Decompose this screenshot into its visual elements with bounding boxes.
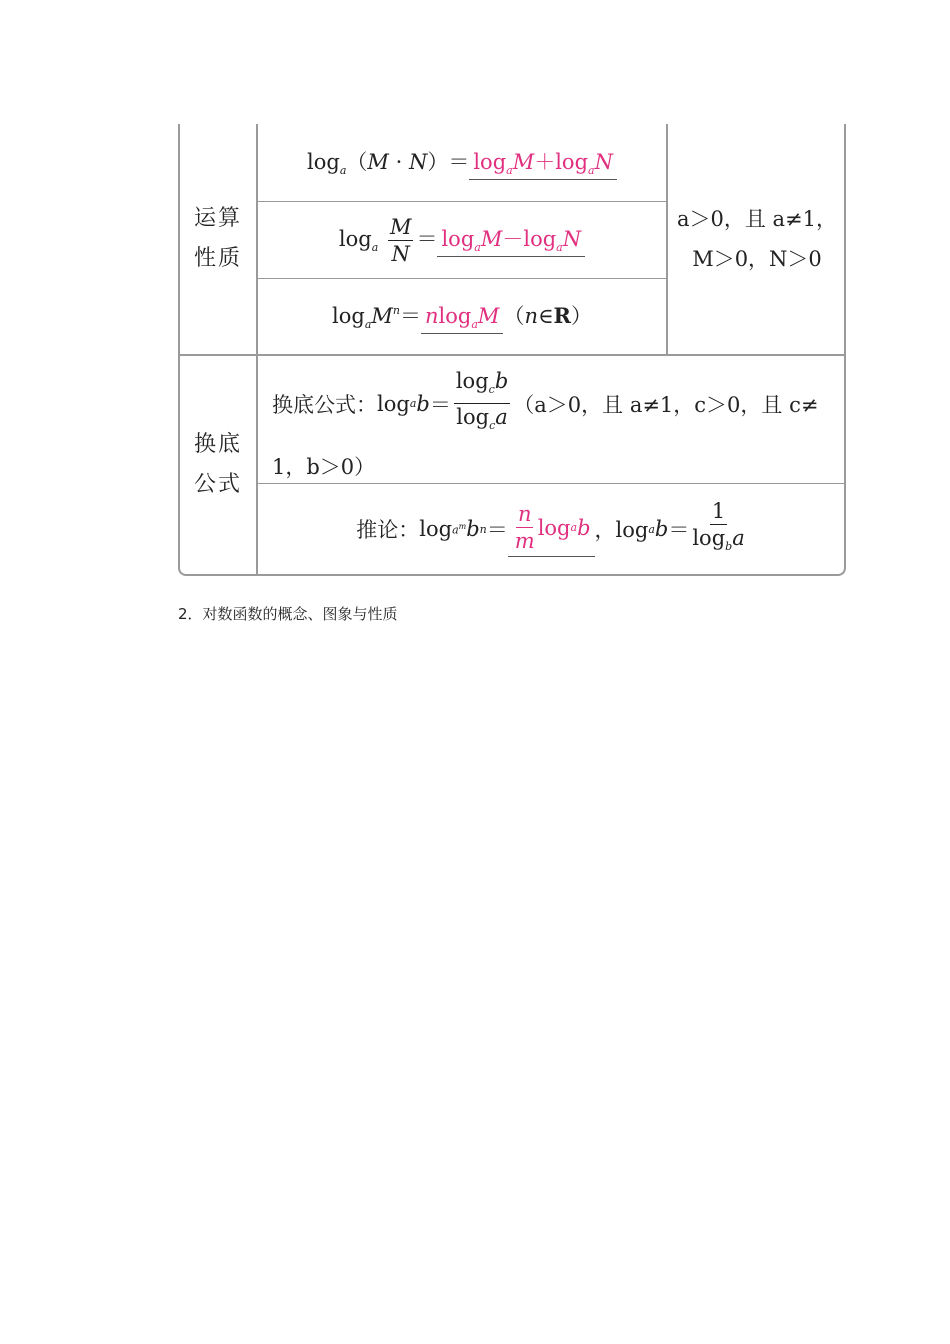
formula-condition-cont: 1，b＞0）	[272, 455, 376, 479]
section-caption: 2．对数函数的概念、图象与性质	[178, 605, 398, 623]
formula-prefix: 换底公式：	[272, 392, 377, 417]
quotient-rule-formula: $\log_a$ $\frac{M}{N}$ ＝ $\log_aM-\log_aN$	[258, 202, 666, 278]
power-rule-formula: $\log_aM^n= nlog_aM$ （n∈R）	[258, 279, 666, 354]
label-line: 换底	[193, 432, 242, 457]
corollary-formula: 推论： log $a^m$ b n ＝ $\frac{n}{m}$ log a b ，log a b ＝ $\frac{1}{\log_ba}$	[258, 484, 846, 574]
label-line: 运算	[193, 206, 242, 231]
formula-condition: （a＞0，且 a≠1，c＞0，且 c≠	[513, 392, 819, 417]
product-rule-formula: $\log_a(M \cdot N)= \log_aM+\log_aN$	[258, 124, 666, 201]
label-line: 公式	[193, 472, 242, 497]
section-divider	[180, 354, 846, 356]
conditions-cell	[668, 124, 846, 354]
section-label-operations	[180, 124, 256, 354]
label-line: 性质	[193, 246, 242, 271]
change-of-base-formula: 换底公式： log a b ＝ $\frac{\log_cb}{\log_ca}$ （a＞0，且 a≠1，c＞0，且 c≠ 1，b＞0）	[272, 368, 836, 478]
log-properties-table	[178, 124, 846, 576]
condition-line: M＞0，N＞0	[692, 247, 822, 271]
condition-line: a＞0，且 a≠1，	[676, 207, 838, 231]
section-label-change-of-base	[180, 356, 256, 574]
corollary-prefix: 推论：	[356, 518, 420, 542]
